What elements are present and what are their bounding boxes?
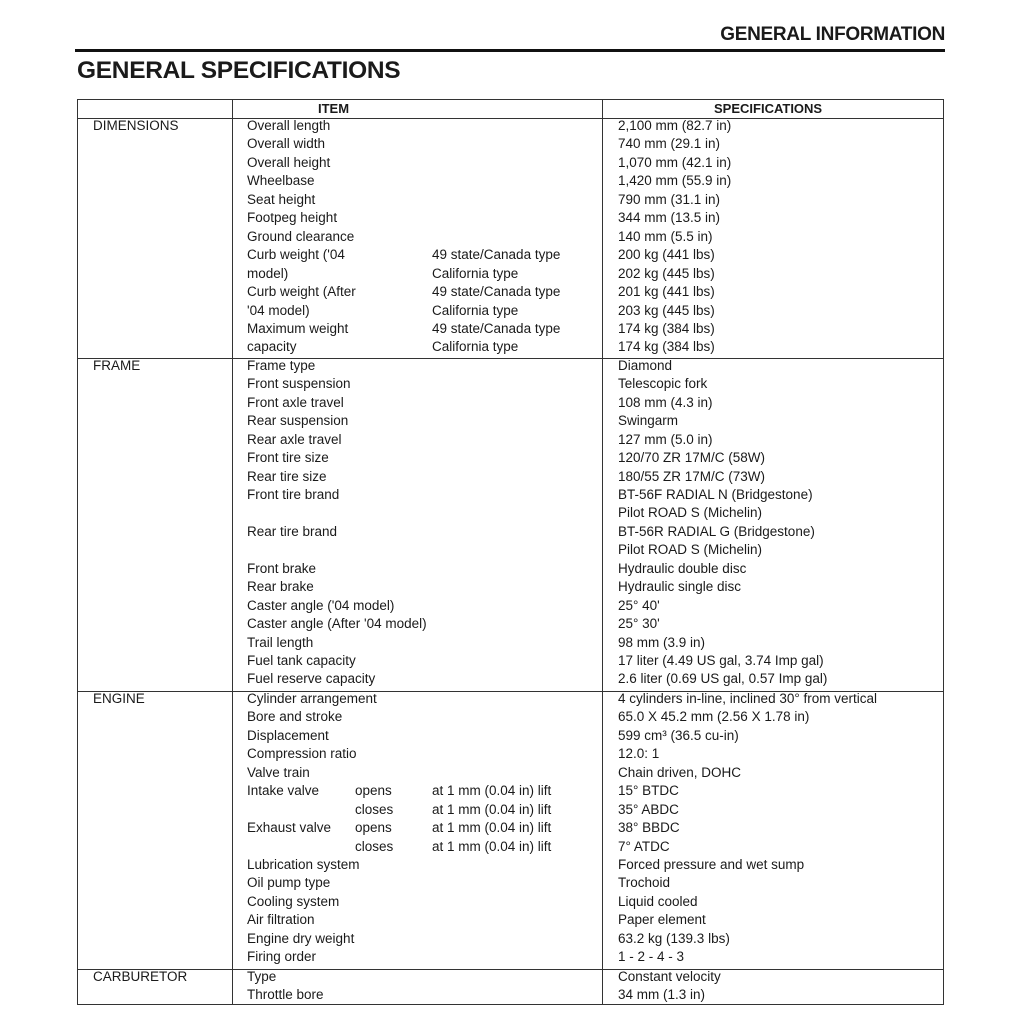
cell-cond: at 1 mm (0.04 in) lift xyxy=(432,783,552,799)
cell-item: '04 model) xyxy=(247,302,310,318)
cell-spec: 202 kg (445 lbs) xyxy=(618,265,715,281)
cell-cond: at 1 mm (0.04 in) lift xyxy=(432,820,552,836)
cell-item: Footpeg height xyxy=(247,210,338,226)
cell-item: Intake valve xyxy=(247,783,320,799)
cell-spec: 65.0 X 45.2 mm (2.56 X 1.78 in) xyxy=(618,709,810,725)
cell-item: Caster angle ('04 model) xyxy=(247,597,395,613)
cell-spec: Paper element xyxy=(618,912,706,928)
cell-item: Air filtration xyxy=(247,912,315,928)
section-dimensions xyxy=(78,118,943,359)
section-frame xyxy=(78,358,943,692)
cell-sub: closes xyxy=(355,801,394,817)
cell-item: Rear brake xyxy=(247,579,314,595)
cell-item: Lubrication system xyxy=(247,856,360,872)
cell-item: Rear axle travel xyxy=(247,431,342,447)
table-row xyxy=(78,524,943,542)
table-row xyxy=(78,783,943,801)
table-row xyxy=(78,303,943,321)
cell-cond: 49 state/Canada type xyxy=(432,320,561,336)
cell-spec: 15° BTDC xyxy=(618,783,679,799)
cell-sub: closes xyxy=(355,838,394,854)
cell-item: Exhaust valve xyxy=(247,820,332,836)
cell-spec: 98 mm (3.9 in) xyxy=(618,634,706,650)
cell-spec: 180/55 ZR 17M/C (73W) xyxy=(618,468,766,484)
table-row xyxy=(78,432,943,450)
cell-spec: Trochoid xyxy=(618,875,671,891)
cell-item: Seat height xyxy=(247,191,316,207)
table-row xyxy=(78,542,943,560)
cell-spec: 2.6 liter (0.69 US gal, 0.57 Imp gal) xyxy=(618,671,828,687)
table-row xyxy=(78,653,943,671)
cell-spec: 4 cylinders in-line, inclined 30° from vertical xyxy=(618,690,878,706)
cell-item: Overall height xyxy=(247,154,331,170)
cell-item: Trail length xyxy=(247,634,314,650)
cell-spec: BT-56R RADIAL G (Bridgestone) xyxy=(618,523,815,539)
cell-item: Front brake xyxy=(247,560,317,576)
cell-spec: 12.0: 1 xyxy=(618,746,660,762)
cell-item: Cylinder arrangement xyxy=(247,690,377,706)
table-row xyxy=(78,579,943,597)
cell-spec: Pilot ROAD S (Michelin) xyxy=(618,505,763,521)
cell-sub: opens xyxy=(355,820,392,836)
cell-item: Frame type xyxy=(247,357,316,373)
cell-spec: Hydraulic double disc xyxy=(618,560,747,576)
table-row xyxy=(78,505,943,523)
cell-spec: 25° 40' xyxy=(618,597,660,613)
table-row xyxy=(78,155,943,173)
cell-item: Overall length xyxy=(247,118,331,133)
table-row xyxy=(78,802,943,820)
cell-cond: 49 state/Canada type xyxy=(432,284,561,300)
cell-spec: Diamond xyxy=(618,357,673,373)
cell-spec: 1,070 mm (42.1 in) xyxy=(618,154,732,170)
section-name: CARBURETOR xyxy=(93,968,188,984)
table-row xyxy=(78,616,943,634)
cell-spec: 174 kg (384 lbs) xyxy=(618,339,715,355)
table-row xyxy=(78,765,943,783)
cell-spec: 599 cm³ (36.5 cu-in) xyxy=(618,727,739,743)
cell-item: Front tire size xyxy=(247,450,329,466)
cell-spec: 127 mm (5.0 in) xyxy=(618,431,713,447)
table-row xyxy=(78,339,943,357)
table-row xyxy=(78,395,943,413)
table-row xyxy=(78,839,943,857)
table-row xyxy=(78,229,943,247)
cell-spec: 2,100 mm (82.7 in) xyxy=(618,118,732,133)
cell-item: Ground clearance xyxy=(247,228,355,244)
table-row xyxy=(78,487,943,505)
table-row xyxy=(78,949,943,967)
cell-item: Front axle travel xyxy=(247,394,344,410)
table-row xyxy=(78,894,943,912)
cell-item: Compression ratio xyxy=(247,746,357,762)
cell-spec: 201 kg (441 lbs) xyxy=(618,284,715,300)
cell-item: Wheelbase xyxy=(247,173,315,189)
cell-spec: 7° ATDC xyxy=(618,838,670,854)
cell-spec: 1 - 2 - 4 - 3 xyxy=(618,949,685,965)
table-header xyxy=(78,100,943,119)
table-row xyxy=(78,987,943,1005)
column-header-item: ITEM xyxy=(318,101,350,116)
cell-spec: 63.2 kg (139.3 lbs) xyxy=(618,930,730,946)
cell-spec: BT-56F RADIAL N (Bridgestone) xyxy=(618,486,813,502)
cell-item: Type xyxy=(247,968,277,984)
table-row xyxy=(78,247,943,265)
table-row xyxy=(78,931,943,949)
cell-item: Caster angle (After '04 model) xyxy=(247,616,427,632)
cell-item: Rear suspension xyxy=(247,413,349,429)
cell-item: Curb weight ('04 xyxy=(247,247,345,263)
cell-item: Bore and stroke xyxy=(247,709,343,725)
cell-spec: 25° 30' xyxy=(618,616,660,632)
cell-spec: Constant velocity xyxy=(618,968,721,984)
cell-cond: California type xyxy=(432,302,519,318)
cell-item: Overall width xyxy=(247,136,326,152)
cell-spec: 38° BBDC xyxy=(618,820,680,836)
cell-spec: 140 mm (5.5 in) xyxy=(618,228,713,244)
header-rule xyxy=(75,49,945,52)
cell-spec: Hydraulic single disc xyxy=(618,579,742,595)
cell-item: Fuel tank capacity xyxy=(247,653,356,669)
cell-item: Throttle bore xyxy=(247,987,324,1003)
section-name: FRAME xyxy=(93,357,141,373)
cell-item: Rear tire brand xyxy=(247,523,338,539)
table-row xyxy=(78,671,943,689)
cell-item: Front suspension xyxy=(247,376,351,392)
table-row xyxy=(78,192,943,210)
cell-item: Engine dry weight xyxy=(247,930,355,946)
table-row xyxy=(78,598,943,616)
cell-item: Front tire brand xyxy=(247,486,340,502)
table-row xyxy=(78,136,943,154)
cell-item: Valve train xyxy=(247,764,310,780)
table-row xyxy=(78,469,943,487)
cell-item: Displacement xyxy=(247,727,329,743)
section-carburetor xyxy=(78,969,943,1007)
table-row xyxy=(78,969,943,987)
table-row xyxy=(78,173,943,191)
section-engine xyxy=(78,691,943,970)
table-row xyxy=(78,376,943,394)
table-row xyxy=(78,820,943,838)
table-row xyxy=(78,266,943,284)
table-row xyxy=(78,709,943,727)
cell-spec: 17 liter (4.49 US gal, 3.74 Imp gal) xyxy=(618,653,824,669)
cell-cond: California type xyxy=(432,265,519,281)
cell-spec: 174 kg (384 lbs) xyxy=(618,320,715,336)
cell-spec: Forced pressure and wet sump xyxy=(618,856,805,872)
cell-spec: 1,420 mm (55.9 in) xyxy=(618,173,732,189)
table-row xyxy=(78,118,943,136)
table-row xyxy=(78,321,943,339)
cell-sub: opens xyxy=(355,783,392,799)
cell-spec: Pilot ROAD S (Michelin) xyxy=(618,542,763,558)
cell-spec: 108 mm (4.3 in) xyxy=(618,394,713,410)
table-row xyxy=(78,912,943,930)
cell-cond: at 1 mm (0.04 in) lift xyxy=(432,838,552,854)
table-row xyxy=(78,561,943,579)
table-row xyxy=(78,857,943,875)
cell-spec: 34 mm (1.3 in) xyxy=(618,987,706,1003)
cell-cond: 49 state/Canada type xyxy=(432,247,561,263)
cell-cond: at 1 mm (0.04 in) lift xyxy=(432,801,552,817)
table-row xyxy=(78,358,943,376)
cell-spec: Telescopic fork xyxy=(618,376,708,392)
cell-item: Rear tire size xyxy=(247,468,327,484)
table-row xyxy=(78,284,943,302)
cell-cond: California type xyxy=(432,339,519,355)
cell-item: Fuel reserve capacity xyxy=(247,671,376,687)
cell-item: Oil pump type xyxy=(247,875,331,891)
cell-item: Cooling system xyxy=(247,893,340,909)
cell-spec: 790 mm (31.1 in) xyxy=(618,191,721,207)
table-row xyxy=(78,413,943,431)
cell-item: Maximum weight xyxy=(247,320,349,336)
cell-spec: Swingarm xyxy=(618,413,679,429)
cell-spec: 200 kg (441 lbs) xyxy=(618,247,715,263)
cell-item: Curb weight (After xyxy=(247,284,356,300)
specifications-table xyxy=(77,99,944,1005)
cell-item: Firing order xyxy=(247,949,317,965)
cell-spec: Chain driven, DOHC xyxy=(618,764,742,780)
cell-spec: 203 kg (445 lbs) xyxy=(618,302,715,318)
column-header-spec: SPECIFICATIONS xyxy=(714,101,823,116)
table-row xyxy=(78,635,943,653)
table-row xyxy=(78,450,943,468)
table-row xyxy=(78,875,943,893)
table-row xyxy=(78,210,943,228)
table-row xyxy=(78,728,943,746)
section-name: ENGINE xyxy=(93,690,145,706)
cell-spec: 344 mm (13.5 in) xyxy=(618,210,721,226)
cell-spec: 740 mm (29.1 in) xyxy=(618,136,721,152)
cell-spec: 120/70 ZR 17M/C (58W) xyxy=(618,450,766,466)
section-name: DIMENSIONS xyxy=(93,118,179,133)
cell-spec: Liquid cooled xyxy=(618,893,698,909)
page-header-section: GENERAL INFORMATION xyxy=(720,24,945,45)
cell-item: capacity xyxy=(247,339,297,355)
cell-spec: 35° ABDC xyxy=(618,801,679,817)
page-title: GENERAL SPECIFICATIONS xyxy=(77,57,401,84)
cell-item: model) xyxy=(247,265,289,281)
table-row xyxy=(78,691,943,709)
table-row xyxy=(78,746,943,764)
